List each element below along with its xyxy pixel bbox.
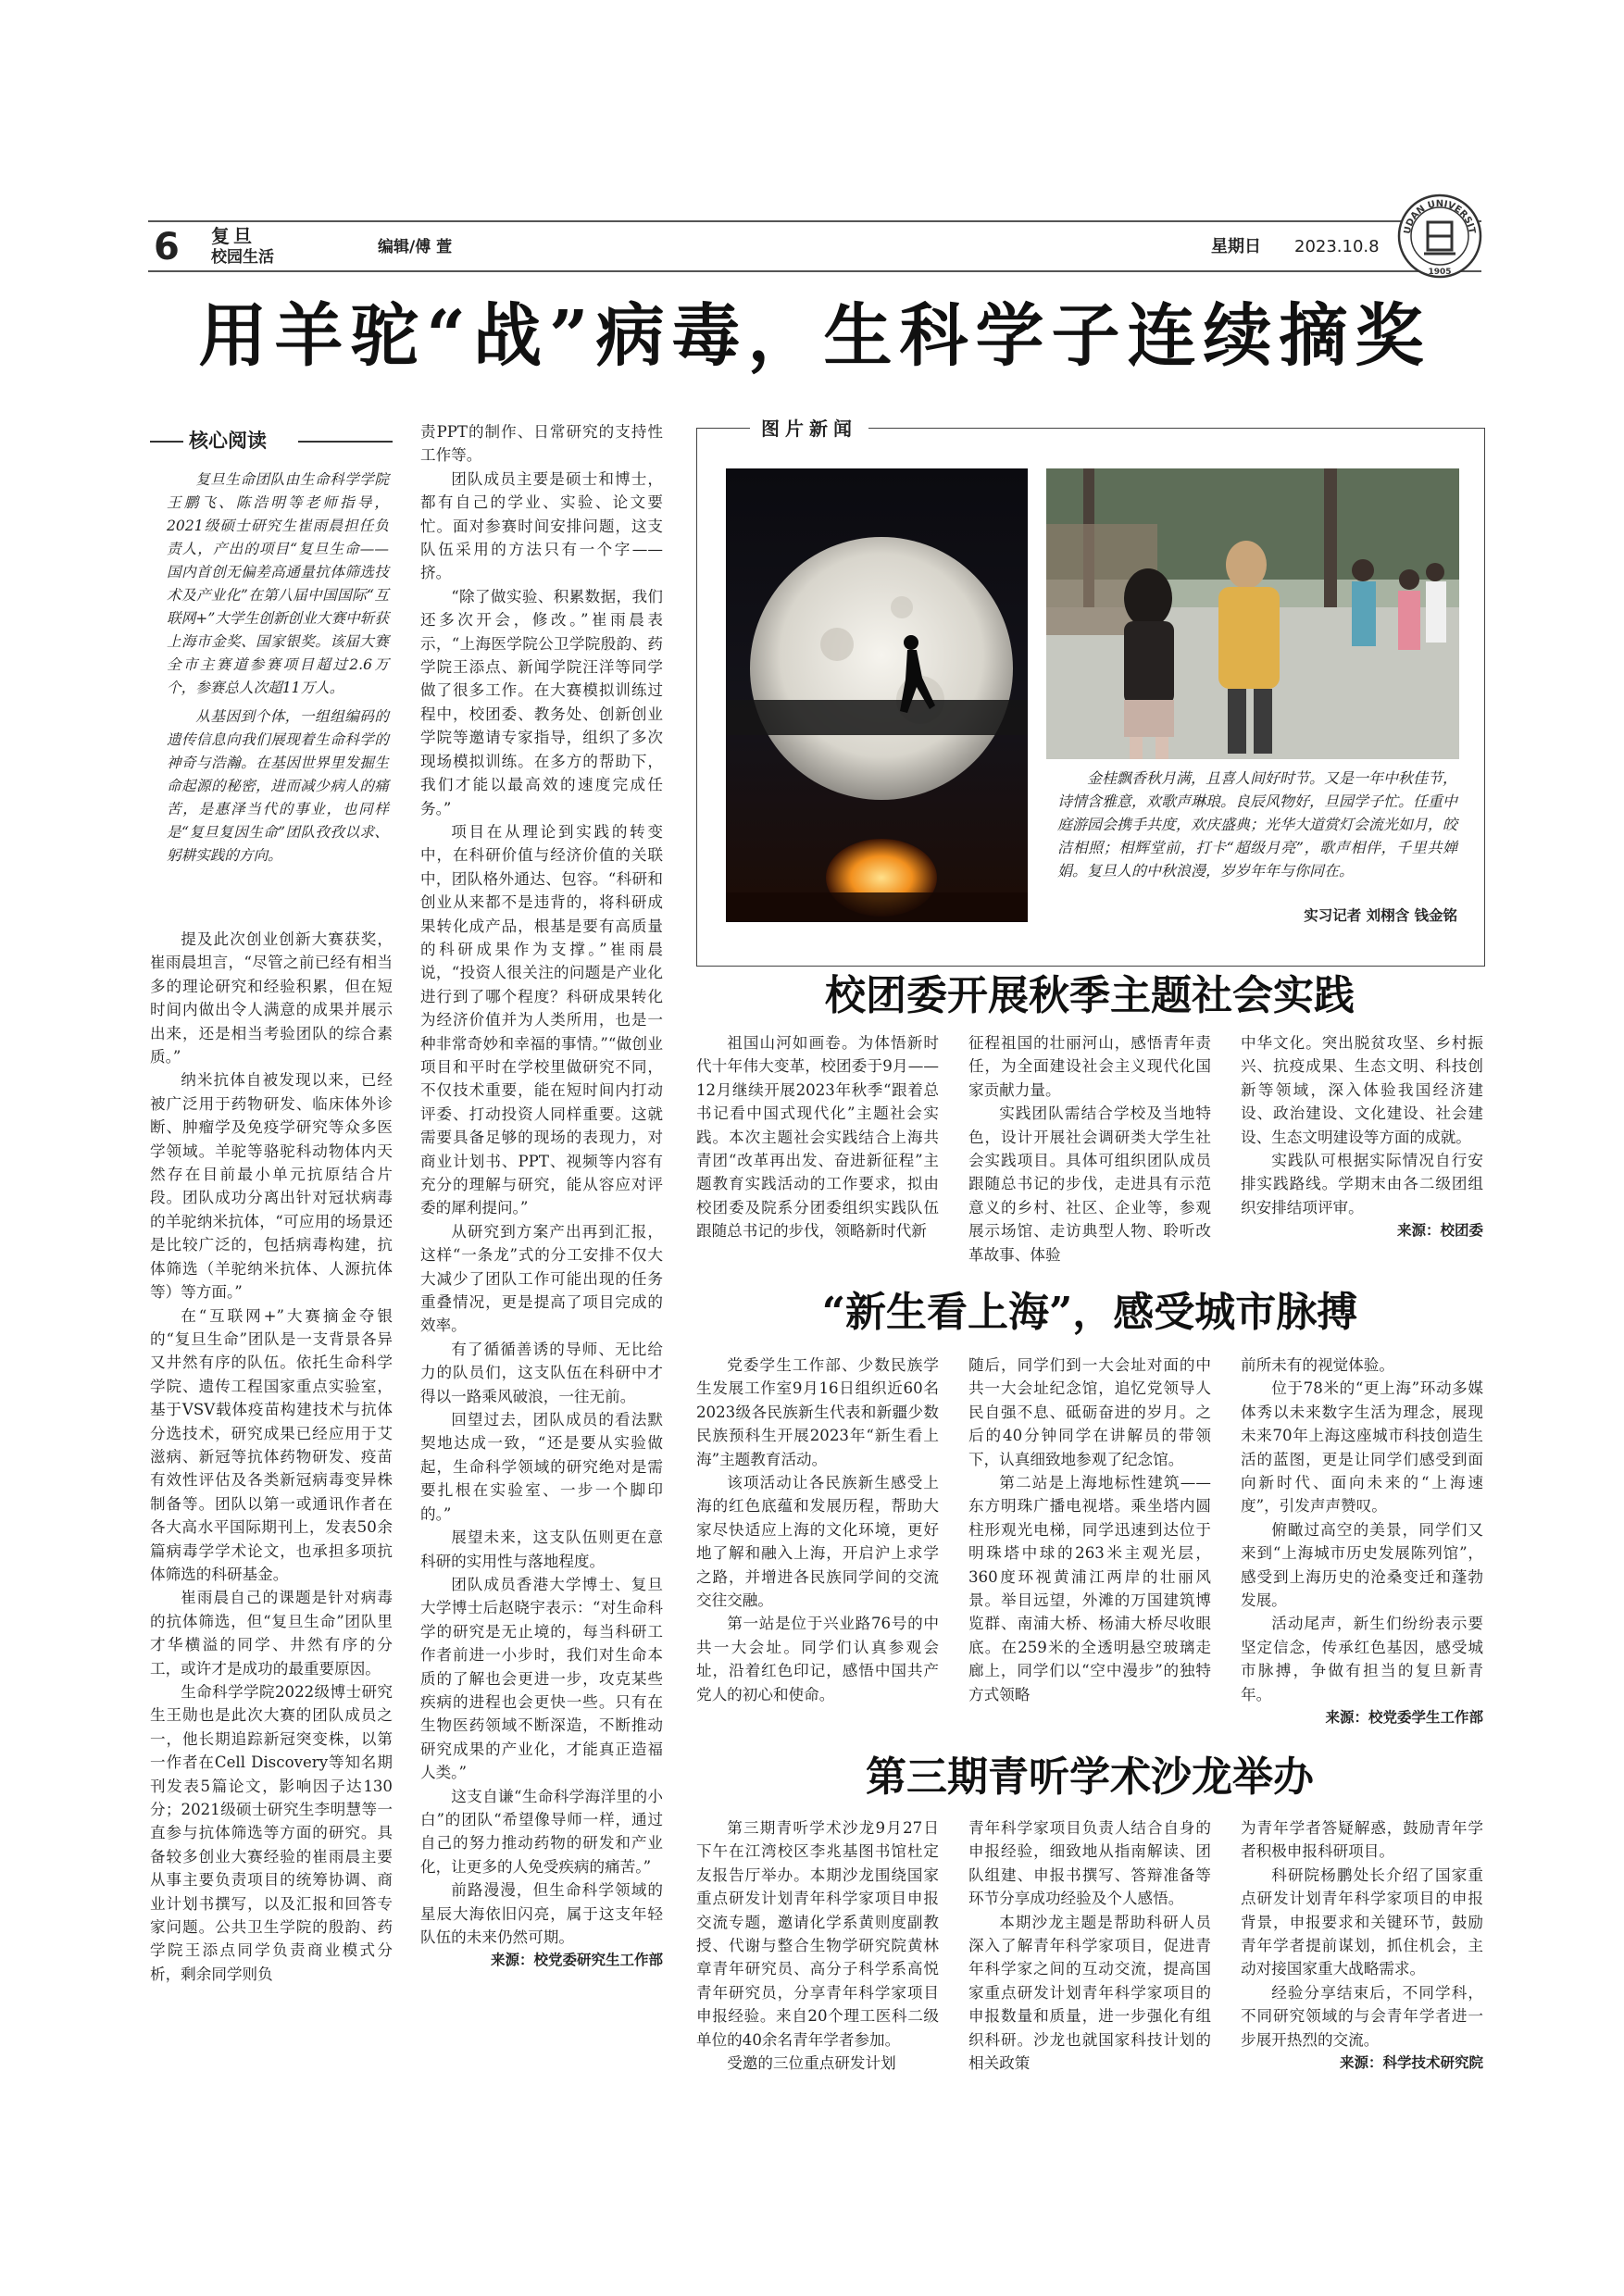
article4-paragraph: 本期沙龙主题是帮助科研人员深入了解青年科学家项目，促进青年科学家之间的互动交流，提高国家重点研发计划青年科学家项目的申报数量和质量，进一步强化有组织科研。沙龙也就国家科技计划的相关政策 [968, 1913, 1211, 2073]
core-reading-paragraph: 复旦生命团队由生命科学学院王鹏飞、陈浩明等老师指导，2021级硕士研究生崔雨晨担任负责人，产出的项目“复旦生命——国内首创无偏差高通量抗体筛选技术及产业化”在第八届中国国际“互联网+”大学生创新创业大赛中斩获上海市金奖、国家银奖。该届大赛全市主赛道参赛项目超过2.6万个，参赛总人次超11万人。 [167, 471, 389, 696]
article3-paragraph: 位于78米的“更上海”环动多媒体秀以未来数字生活为理念，展现未来70年上海这座城市科技创造生活的蓝图，更是让同学们感受到面向新时代、面向未来的“上海速度”，引发声声赞叹。 [1241, 1379, 1483, 1516]
article4-column-2 [968, 1816, 1211, 2075]
page-number: 6 [154, 226, 180, 268]
core-reading-paragraph: 从基因到个体，一组组编码的遗传信息向我们展现着生命科学的神奇与浩瀚。在基因世界里发掘生命起源的秘密，进而减少病人的痛苦，是惠泽当代的事业，也同样是“复旦复因生命”团队孜孜以求、躬耕实践的方向。 [167, 708, 389, 864]
article1-paragraph: 前路漫漫，但生命科学领域的星辰大海依旧闪亮，属于这支年轻队伍的未来仍然可期。 [420, 1881, 663, 1946]
article3-paragraph: 该项活动让各民族新生感受上海的红色底蕴和发展历程，帮助大家尽快适应上海的文化环境，更好地了解和融入上海，开启沪上求学之路，并增进各民族同学间的交流交往交融。 [696, 1474, 939, 1610]
article3-paragraph: 第一站是位于兴业路76号的中共一大会址。同学们认真参观会址，沿着红色印记，感悟中国共产党人的初心和使命。 [696, 1615, 939, 1703]
editor-credit: 编辑/傅 萱 [378, 238, 453, 256]
article2-title: 校团委开展秋季主题社会实践 [825, 972, 1355, 1019]
article2-paragraph: 中华文化。突出脱贫攻坚、乡村振兴、抗疫成果、生态文明、科技创新等领域，深入体验我国经济建设、政治建设、文化建设、社会建设、生态文明建设等方面的成就。 [1241, 1034, 1483, 1146]
article2-column-3 [1241, 1031, 1483, 1243]
photo-festival [1046, 468, 1459, 759]
core-reading-rule-left [150, 441, 183, 443]
article1-paragraph: 从研究到方案产出再到汇报，这样“一条龙”式的分工安排不仅大大减少了团队工作可能出现的任务重叠情况，更是提高了项目完成的效率。 [420, 1222, 663, 1335]
article1-paragraph: 生命科学学院2022级博士研究生王勋也是此次大赛的团队成员之一，他长期追踪新冠突变株，以第一作者在Cell Discovery等知名期刊发表5篇论文，影响因子达130分；2021级硕士研究生李明慧等一直参与抗体筛选等方面的研究。具备较多创业大赛经验的崔雨晨主要从事主要负责项目的统筹协调、商业计划书撰写，以及汇报和回答专家问题。公共卫生学院的殷韵、药学院王添点同学负责商业模式分析，剩余同学则负 [150, 1683, 393, 1983]
core-reading-rule-right [298, 441, 393, 443]
article4-column-1 [696, 1816, 939, 2075]
article4-paragraph: 为青年学者答疑解惑，鼓励青年学者积极申报科研项目。 [1241, 1819, 1483, 1861]
article3-paragraph: 第二站是上海地标性建筑——东方明珠广播电视塔。乘坐塔内圆柱形观光电梯，同学迅速到达位于明珠塔中球的263米主观光层，360度环视黄浦江两岸的壮丽风景。举目远望，外滩的万国建筑博览群、南浦大桥、杨浦大桥尽收眼底。在259米的全透明悬空玻璃走廊上，同学们以“空中漫步”的独特方式领略 [968, 1474, 1211, 1703]
header-date: 2023.10.8 [1294, 237, 1380, 256]
article1-paragraph: 在“互联网+”大赛摘金夺银的“复旦生命”团队是一支背景各异又井然有序的队伍。依托生命科学学院、遗传工程国家重点实验室，基于VSV载体疫苗构建技术与抗体分选技术，研究成果已经应用于艾滋病、新冠等抗体药物研发、疫苗有效性评估及各类新冠病毒变异株制备等。团队以第一或通讯作者在各大高水平国际期刊上，发表50余篇病毒学学术论文，也承担多项抗体筛选的科研基金。 [150, 1306, 393, 1583]
article1-paragraph: 回望过去，团队成员的看法默契地达成一致，“还是要从实验做起，生命科学领域的研究绝对是需要扎根在实验室、一步一个脚印的。” [420, 1411, 663, 1523]
article3-paragraph: 前所未有的视觉体验。 [1241, 1356, 1394, 1374]
core-reading-text [167, 468, 389, 867]
article1-paragraph: 项目在从理论到实践的转变中，在科研价值与经济价值的关联中，团队格外通达、包容。“科研和创业从来都不是违背的，将科研成果转化成产品，根基是要有高质量的科研成果作为支撑。”崔雨晨说，“投资人很关注的问题是产业化进行到了哪个程度？科研成果转化为经济价值并为人类所用，也是一种非常奇妙和幸福的事情。”“做创业项目和平时在学校里做研究不同，不仅技术重要，能在短时间内打动评委、打动投资人同样重要。这就需要具备足够的现场的表现力，对商业计划书、PPT、视频等内容有充分的理解与研究，能从容应对评委的犀利提问。” [420, 822, 663, 1217]
photo-moon [726, 468, 1028, 922]
photo-news-heading: 图片新闻 [750, 418, 868, 439]
article2-column-2 [968, 1031, 1211, 1267]
header-weekday: 星期日 [1211, 237, 1261, 256]
article3-column-2 [968, 1354, 1211, 1706]
article4-paragraph: 青年科学家项目负责人结合自身的申报经验，细致地从指南解读、团队组建、申报书撰写、答辩准备等环节分享成功经验及个人感悟。 [968, 1819, 1211, 1908]
article4-paragraph: 受邀的三位重点研发计划 [727, 2054, 896, 2073]
article1-source: 来源：校党委研究生工作部 [490, 1952, 663, 1969]
article1-paragraph: 责PPT的制作、日常研究的支持性工作等。 [420, 423, 663, 465]
article3-paragraph: 活动尾声，新生们纷纷表示要坚定信念，传承红色基因，感受城市脉搏，争做有担当的复旦新青年。 [1241, 1615, 1483, 1703]
article2-paragraph: 征程祖国的壮丽河山，感悟青年责任，为全面建设社会主义现代化国家贡献力量。 [968, 1034, 1211, 1099]
header-rule-bottom [148, 270, 1481, 272]
article3-paragraph: 俯瞰过高空的美景，同学们又来到“上海城市历史发展陈列馆”，感受到上海历史的沧桑变迁和蓬勃发展。 [1241, 1520, 1483, 1610]
article1-column-1 [150, 928, 393, 1986]
article1-paragraph: 展望未来，这支队伍则更在意科研的实用性与落地程度。 [420, 1529, 663, 1570]
article4-title: 第三期青听学术沙龙举办 [866, 1753, 1314, 1801]
article3-title: “新生看上海”，感受城市脉搏 [821, 1289, 1358, 1336]
svg-text:FUDAN UNIVERSITY: UDAN UNIVERSIT [1402, 198, 1477, 235]
article1-paragraph: “除了做实验、积累数据，我们还多次开会，修改。”崔雨晨表示，“上海医学院公卫学院殷韵、药学院王添点、新闻学院汪洋等同学做了很多工作。在大赛模拟训练过程中，校团委、教务处、创新创业学院等邀请专家指导，组织了多次现场模拟训练。在多方的帮助下，我们才能以最高效的速度完成任务。” [420, 587, 663, 817]
article4-source: 来源：科学技术研究院 [1339, 2054, 1483, 2072]
article4-column-3 [1241, 1816, 1483, 2075]
article1-paragraph: 提及此次创业创新大赛获奖，崔雨晨坦言，“尽管之前已经有相当多的理论研究和经验积累，但在短时间内做出令人满意的成果并展示出来，还是相当考验团队的综合素质。” [150, 930, 393, 1067]
article1-column-2 [420, 420, 663, 1973]
header-rule-top [148, 220, 1481, 222]
article2-paragraph: 祖国山河如画卷。为体悟新时代十年伟大变革，校团委于9月——12月继续开展2023年秋季“跟着总书记看中国式现代化”主题社会实践。本次主题社会实践结合上海共青团“改革再出发、奋进新征程”主题教育实践活动的工作要求，拟由校团委及院系分团委组织实践队伍跟随总书记的步伐，领略新时代新 [696, 1034, 939, 1241]
svg-text:1905: 1905 [1428, 268, 1452, 277]
masthead-title: 复旦 [211, 225, 256, 247]
article4-paragraph: 科研院杨鹏处长介绍了国家重点研发计划青年科学家项目的申报背景，申报要求和关键环节，鼓励青年学者提前谋划，抓住机会，主动对接国家重大战略需求。 [1241, 1866, 1483, 1978]
article3-source: 来源：校党委学生工作部 [1325, 1709, 1483, 1727]
article1-paragraph: 有了循循善诱的导师、无比给力的队员们，这支队伍在科研中才得以一路乘风破浪，一往无前。 [420, 1340, 663, 1405]
article1-paragraph: 崔雨晨自己的课题是针对病毒的抗体筛选，但“复旦生命”团队里才华横溢的同学、井然有序的分工，或许才是成功的最重要原因。 [150, 1589, 393, 1678]
core-reading-heading: 核心阅读 [189, 429, 267, 452]
article2-paragraph: 实践队可根据实际情况自行安排实践路线。学期末由各二级团组织安排结项评审。 [1241, 1152, 1483, 1217]
article3-paragraph: 党委学生工作部、少数民族学生发展工作室9月16日组织近60名2023级各民族新生代表和新疆少数民族预科生开展2023年“新生看上海”主题教育活动。 [696, 1356, 939, 1468]
article1-paragraph: 纳米抗体自被发现以来，已经被广泛用于药物研发、临床体外诊断、肿瘤学及免疫学研究等众多医学领域。羊驼等骆驼科动物体内天然存在目前最小单元抗原结合片段。团队成功分离出针对冠状病毒的羊驼纳米抗体，“可应用的场景还是比较广泛的，包括病毒构建，抗体筛选（羊驼纳米抗体、人源抗体等）等方面。” [150, 1071, 393, 1302]
photo-caption: 金桂飘香秋月满，且喜人间好时节。又是一年中秋佳节，诗情含雅意，欢歌声琳琅。良辰风物好，旦园学子忙。任重中庭游园会携手共度，欢庆盛典；光华大道赏灯会流光如月，皎洁相照；相辉堂前，打卡“超级月亮”，歌声相伴，千里共婵娟。复旦人的中秋浪漫，岁岁年年与你同在。 [1057, 769, 1458, 880]
article1-paragraph: 团队成员主要是硕士和博士，都有自己的学业、实验、论文要忙。面对参赛时间安排问题，这支队伍采用的方法只有一个字——挤。 [420, 469, 663, 582]
masthead-section: 校园生活 [211, 248, 274, 267]
main-headline: 用羊驼“战”病毒，生科学子连续摘奖 [198, 296, 1431, 376]
article2-source: 来源：校团委 [1396, 1222, 1483, 1240]
article3-column-1 [696, 1354, 939, 1706]
article3-column-3 [1241, 1354, 1483, 1730]
article3-paragraph: 随后，同学们到一大会址对面的中共一大会址纪念馆，追忆党领导人民自强不息、砥砺奋进的岁月。之后的40分钟同学在讲解员的带领下，认真细致地参观了纪念馆。 [968, 1356, 1211, 1468]
article1-paragraph: 这支自谦“生命科学海洋里的小白”的团队“希望像导师一样，通过自己的努力推动药物的研发和产业化，让更多的人免受疾病的痛苦。” [420, 1787, 663, 1876]
photo-credit: 实习记者 刘栩含 钱金铭 [1304, 907, 1457, 924]
article1-paragraph: 团队成员香港大学博士、复旦大学博士后赵晓宇表示：“对生命科学的研究是无止境的，每当科研工作者前进一小步时，我们对生命本质的了解也会更进一步，攻克某些疾病的进程也会更快一些。只有在生物医药领域不断深造，不断推动研究成果的产业化，才能真正造福人类。” [420, 1575, 663, 1782]
article2-column-1 [696, 1031, 939, 1243]
article4-paragraph: 第三期青听学术沙龙9月27日下午在江湾校区李兆基图书馆杜定友报告厅举办。本期沙龙围绕国家重点研发计划青年科学家项目申报交流专题，邀请化学系黄则度副教授、代谢与整合生物学研究院黄林章青年研究员、高分子科学系高悦青年研究员，分享青年科学家项目申报经验。来自20个理工医科二级单位的40余名青年学者参加。 [696, 1819, 939, 2049]
article2-paragraph: 实践团队需结合学校及当地特色，设计开展社会调研类大学生社会实践项目。具体可组织团队成员跟随总书记的步伐，走进具有示范意义的乡村、社区、企业等，参观展示场馆、走访典型人物、聆听改革故事、体验 [968, 1104, 1211, 1264]
article4-paragraph: 经验分享结束后，不同学科，不同研究领域的与会青年学者进一步展开热烈的交流。 [1241, 1983, 1483, 2049]
fudan-logo [1396, 193, 1483, 280]
